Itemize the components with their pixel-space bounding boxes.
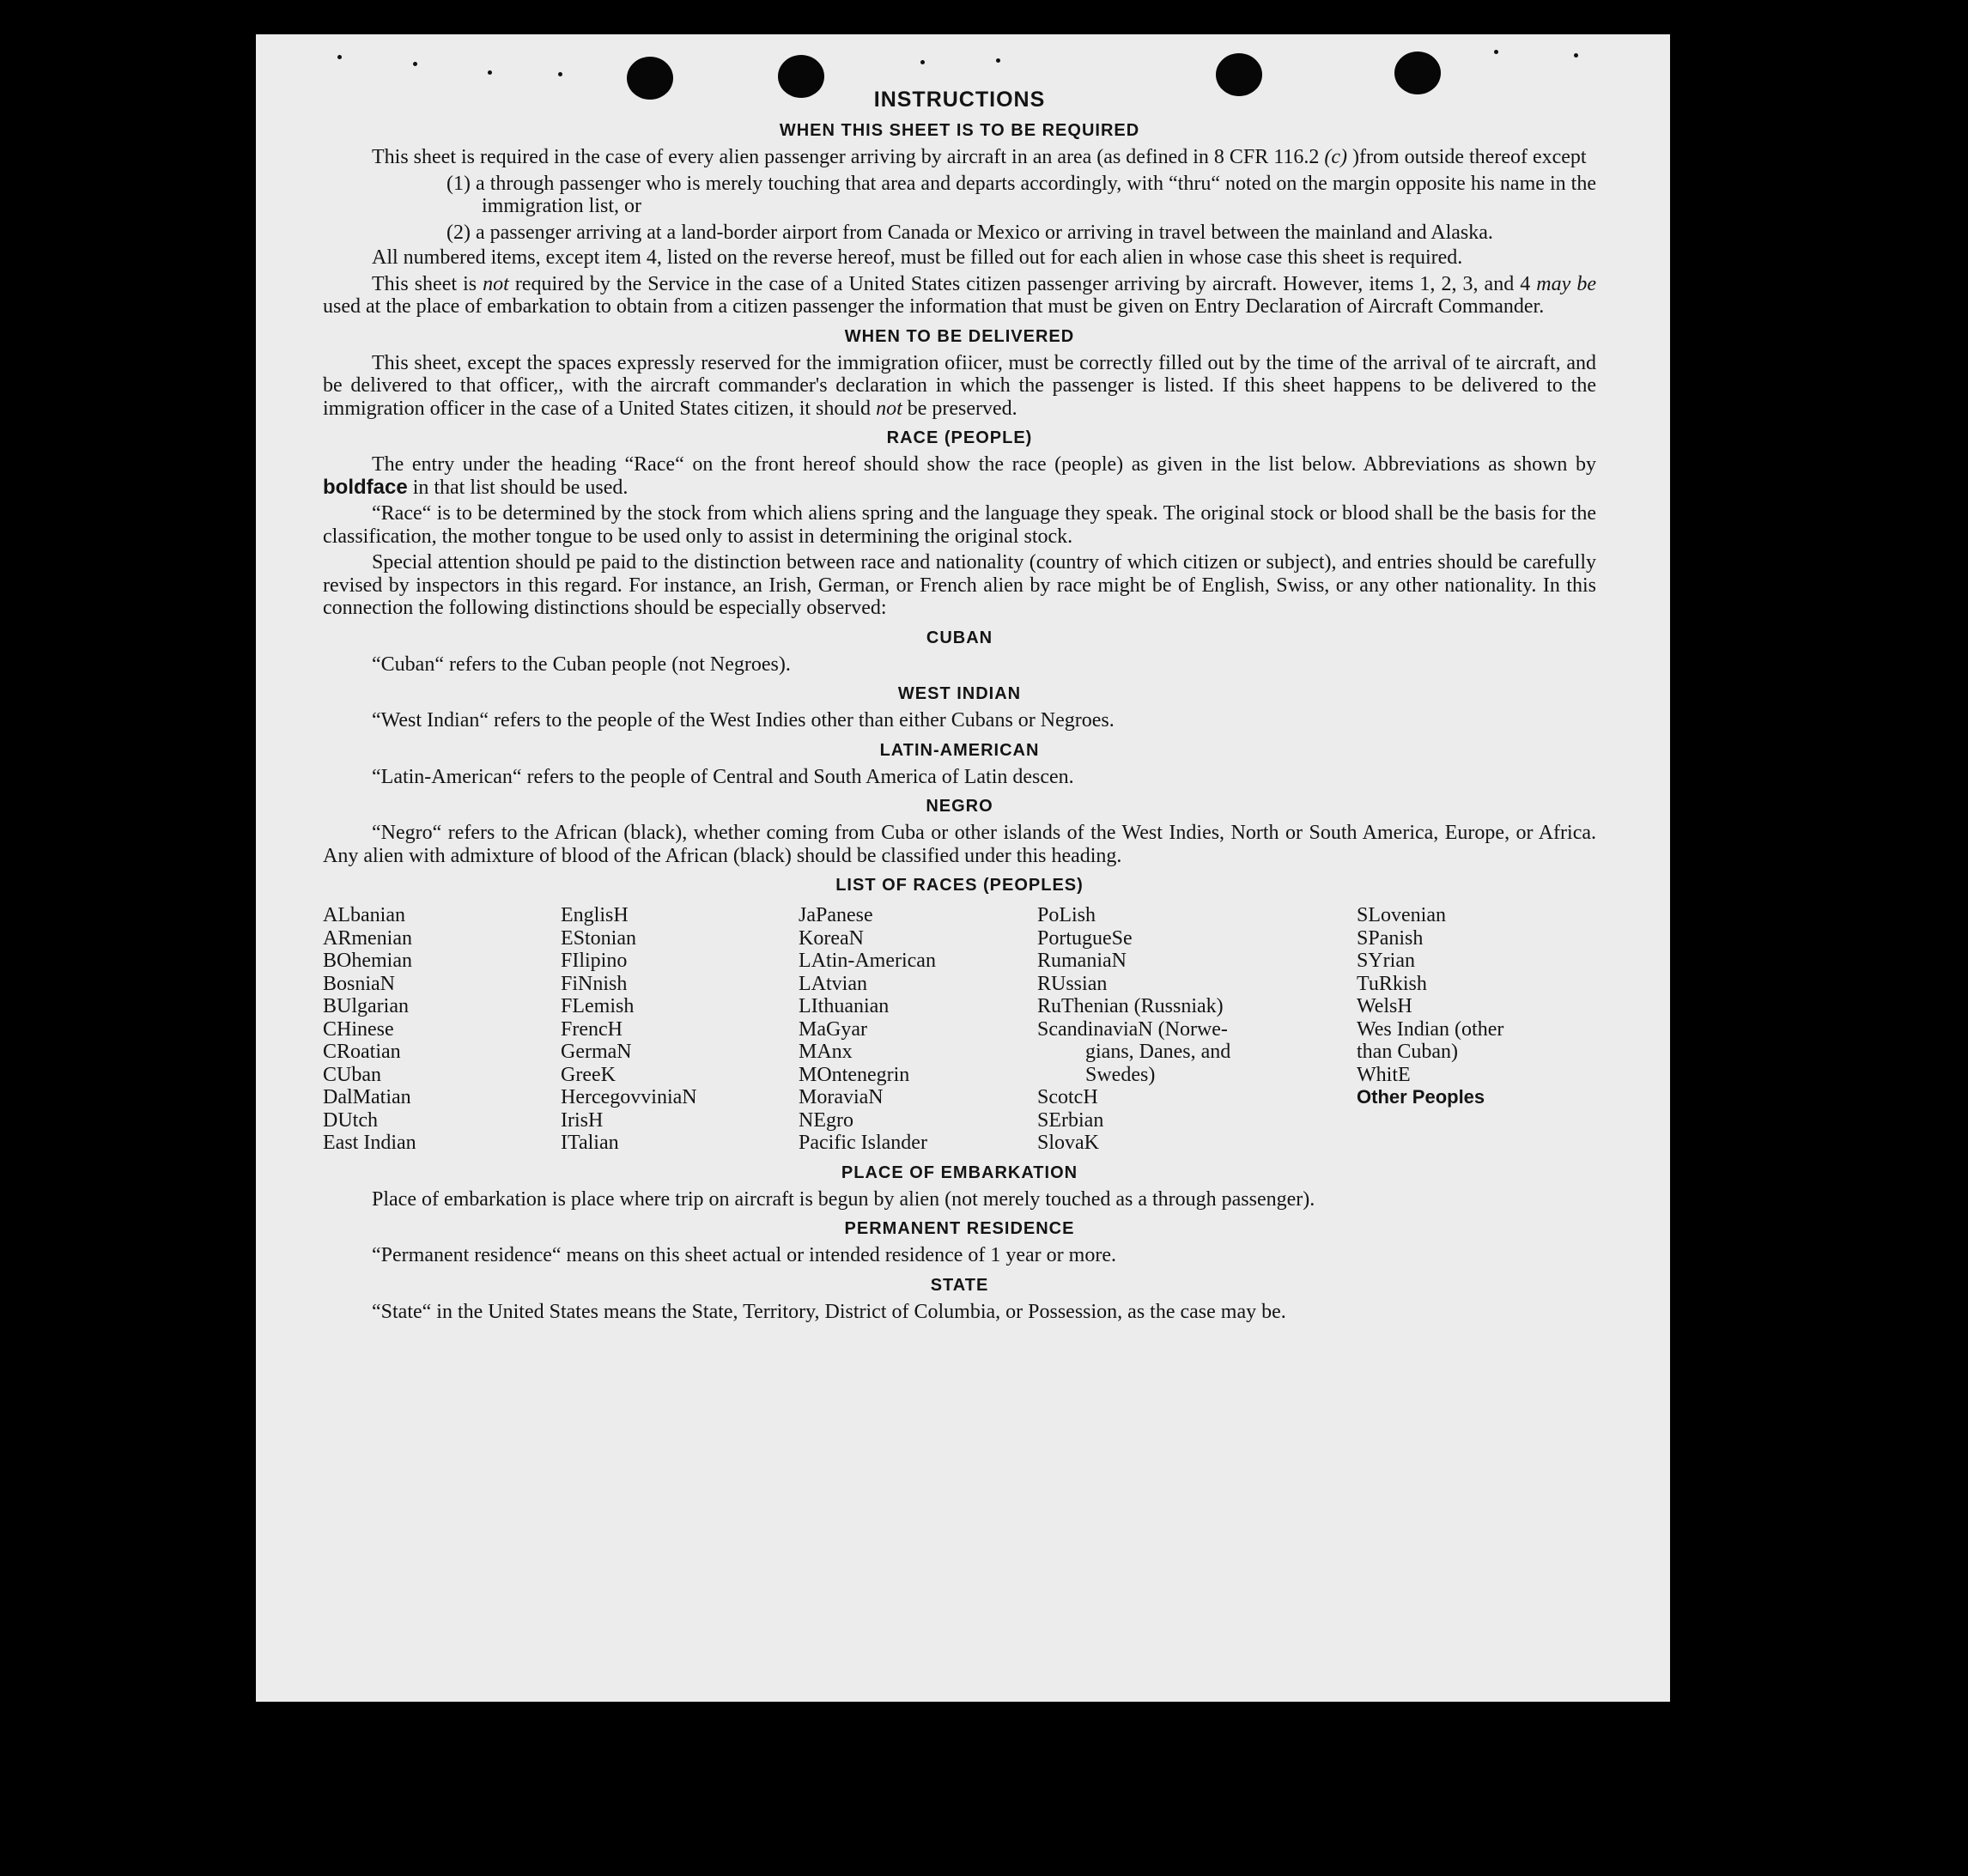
- race-item-other-peoples: Other Peoples: [1357, 1086, 1485, 1108]
- race-item: Swedes): [1085, 1063, 1156, 1086]
- race-item: PoLish: [1037, 904, 1096, 926]
- race-item: PortugueSe: [1037, 926, 1133, 950]
- race-item: SLovenian: [1357, 904, 1446, 926]
- section-heading-state: STATE: [930, 1275, 989, 1295]
- race-item: HercegovviniaN: [561, 1086, 697, 1108]
- race-item: LAtvian: [799, 972, 867, 995]
- section-heading-delivered: WHEN TO BE DELIVERED: [844, 326, 1075, 346]
- speck: [996, 58, 1000, 63]
- race-item: ALbanian: [323, 904, 405, 926]
- races-column-2: [561, 904, 799, 1155]
- race-item: WhitE: [1357, 1063, 1411, 1086]
- exception-item-2: (2) a passenger arriving at a land-border airport from Canada or Mexico or arriving in travel between the mainland and Alaska.: [446, 221, 1493, 244]
- speck: [337, 55, 342, 59]
- race-item: GermaN: [561, 1041, 632, 1063]
- speck: [488, 70, 492, 75]
- race-item: SYrian: [1357, 950, 1415, 972]
- race-item: SPanish: [1357, 926, 1424, 950]
- race-item: FrencH: [561, 1017, 623, 1041]
- page-title: INSTRUCTIONS: [873, 88, 1046, 112]
- punch-hole: [1394, 52, 1441, 94]
- punch-hole: [778, 55, 824, 98]
- race-item: CHinese: [323, 1017, 394, 1041]
- section-heading-latin-american: LATIN-AMERICAN: [879, 740, 1040, 760]
- races-column-4: [1037, 904, 1357, 1155]
- speck: [1574, 53, 1578, 58]
- speck: [920, 60, 925, 64]
- paragraph: Special attention should pe paid to the distinction between race and nationality (country of which citizen or subject), and entries should be carefully revised by inspectors in this regard. For instance, an Irish, German, or French alien by race might be of English, Swiss, or any other nationality. In this connection the following distinctions should be especially observed:: [323, 551, 1596, 619]
- race-item: FIlipino: [561, 950, 628, 972]
- race-item: EStonian: [561, 926, 636, 950]
- race-item: TuRkish: [1357, 972, 1427, 995]
- section-heading-cuban: CUBAN: [926, 628, 993, 647]
- punch-hole: [627, 57, 673, 100]
- race-item: CRoatian: [323, 1041, 401, 1063]
- race-item: MAnx: [799, 1041, 853, 1063]
- race-item: LAtin-American: [799, 950, 936, 972]
- race-item: ARmenian: [323, 926, 412, 950]
- race-item: gians, Danes, and: [1085, 1041, 1231, 1063]
- race-item: NEgro: [799, 1108, 853, 1132]
- paragraph: This sheet is not required by the Service in the case of a United States citizen passenger arriving by aircraft. However, items 1, 2, 3, and 4 may be used at the place of embarkation to obtain from a citizen passenger the information that must be given on Entry Declaration of Aircraft Commander.: [323, 272, 1596, 318]
- races-list: [323, 904, 1596, 1155]
- races-column-3: [799, 904, 1037, 1155]
- paragraph: “Race“ is to be determined by the stock from which aliens spring and the language they speak. The original stock or blood shall be the basis for the classification, the mother tongue to be used only to assist in determining the original stock.: [323, 502, 1596, 548]
- races-column-1: [323, 904, 561, 1155]
- race-item: MoraviaN: [799, 1086, 884, 1108]
- paragraph: “Latin-American“ refers to the people of Central and South America of Latin descen.: [372, 765, 1074, 788]
- races-column-5: [1357, 904, 1596, 1155]
- punch-hole: [1216, 53, 1262, 96]
- section-heading-race: RACE (PEOPLE): [886, 428, 1033, 447]
- paragraph: This sheet, except the spaces expressly reserved for the immigration ofiicer, must be correctly filled out by the time of the arrival of te aircraft, and be delivered to that officer,, with the aircraft commander's declaration in which the passenger is listed. If this sheet happens to be delivered to the immigration officer in the case of a United States citizen, it should not be preserved.: [323, 351, 1596, 420]
- paragraph: This sheet is required in the case of every alien passenger arriving by aircraft in an area (as defined in 8 CFR 116.2 (c) )from outside thereof except: [372, 146, 1587, 168]
- race-item: RumaniaN: [1037, 950, 1127, 972]
- race-item: FiNnish: [561, 972, 628, 995]
- section-heading-embarkation: PLACE OF EMBARKATION: [841, 1163, 1078, 1182]
- race-item: Wes Indian (other: [1357, 1017, 1504, 1041]
- section-heading-required: WHEN THIS SHEET IS TO BE REQUIRED: [779, 121, 1140, 140]
- race-item: BOhemian: [323, 950, 412, 972]
- section-heading-west-indian: WEST INDIAN: [897, 684, 1022, 703]
- paragraph: “Negro“ refers to the African (black), whether coming from Cuba or other islands of the West Indies, North or South America, Europe, or Africa. Any alien with admixture of blood of the African (black) should be classified under this heading.: [323, 822, 1596, 867]
- race-item: WelsH: [1357, 995, 1412, 1017]
- race-item: SErbian: [1037, 1108, 1104, 1132]
- paragraph: “State“ in the United States means the State, Territory, District of Columbia, or Possession, as the case may be.: [372, 1300, 1286, 1323]
- race-item: KoreaN: [799, 926, 864, 950]
- paragraph: All numbered items, except item 4, listed on the reverse hereof, must be filled out for each alien in whose case this sheet is required.: [372, 246, 1463, 269]
- race-item: MOntenegrin: [799, 1063, 910, 1086]
- race-item: MaGyar: [799, 1017, 867, 1041]
- race-item: than Cuban): [1357, 1041, 1458, 1063]
- section-heading-residence: PERMANENT RESIDENCE: [844, 1219, 1075, 1238]
- race-item: BUlgarian: [323, 995, 409, 1017]
- race-item: CUban: [323, 1063, 381, 1086]
- race-item: JaPanese: [799, 904, 873, 926]
- race-item: RuThenian (Russniak): [1037, 995, 1224, 1017]
- race-item: IrisH: [561, 1108, 604, 1132]
- paragraph: “Permanent residence“ means on this sheet actual or intended residence of 1 year or more.: [372, 1244, 1116, 1266]
- speck: [1494, 50, 1498, 54]
- race-item: DalMatian: [323, 1086, 411, 1108]
- race-item: DUtch: [323, 1108, 378, 1132]
- race-item: ITalian: [561, 1132, 619, 1154]
- section-heading-negro: NEGRO: [926, 797, 993, 816]
- race-item: ScandinaviaN (Norwe-: [1037, 1017, 1228, 1041]
- paragraph: Place of embarkation is place where trip on aircraft is begun by alien (not merely touched as a through passenger).: [372, 1187, 1315, 1211]
- speck: [558, 72, 562, 76]
- race-item: East Indian: [323, 1132, 416, 1154]
- race-item: Pacific Islander: [799, 1132, 927, 1154]
- race-item: FLemish: [561, 995, 635, 1017]
- document-page: [256, 34, 1670, 1702]
- race-item: ScotcH: [1037, 1086, 1098, 1108]
- paragraph: The entry under the heading “Race“ on the front hereof should show the race (people) as given in the list below. Abbreviations as shown by boldface in that list should be used.: [323, 453, 1596, 499]
- section-heading-list-of-races: LIST OF RACES (PEOPLES): [835, 876, 1084, 895]
- speck: [413, 62, 417, 66]
- exception-item-1: (1) a through passenger who is merely touching that area and departs accordingly, with “thru“ noted on the margin opposite his name in the immigration list, or: [446, 172, 1596, 217]
- paragraph: “Cuban“ refers to the Cuban people (not Negroes).: [372, 653, 791, 676]
- race-item: BosniaN: [323, 972, 395, 995]
- race-item: GreeK: [561, 1063, 616, 1086]
- race-item: EnglisH: [561, 904, 629, 926]
- race-item: SlovaK: [1037, 1132, 1099, 1154]
- race-item: LIthuanian: [799, 995, 890, 1017]
- paragraph: “West Indian“ refers to the people of the West Indies other than either Cubans or Negroes.: [372, 709, 1115, 732]
- race-item: RUssian: [1037, 972, 1108, 995]
